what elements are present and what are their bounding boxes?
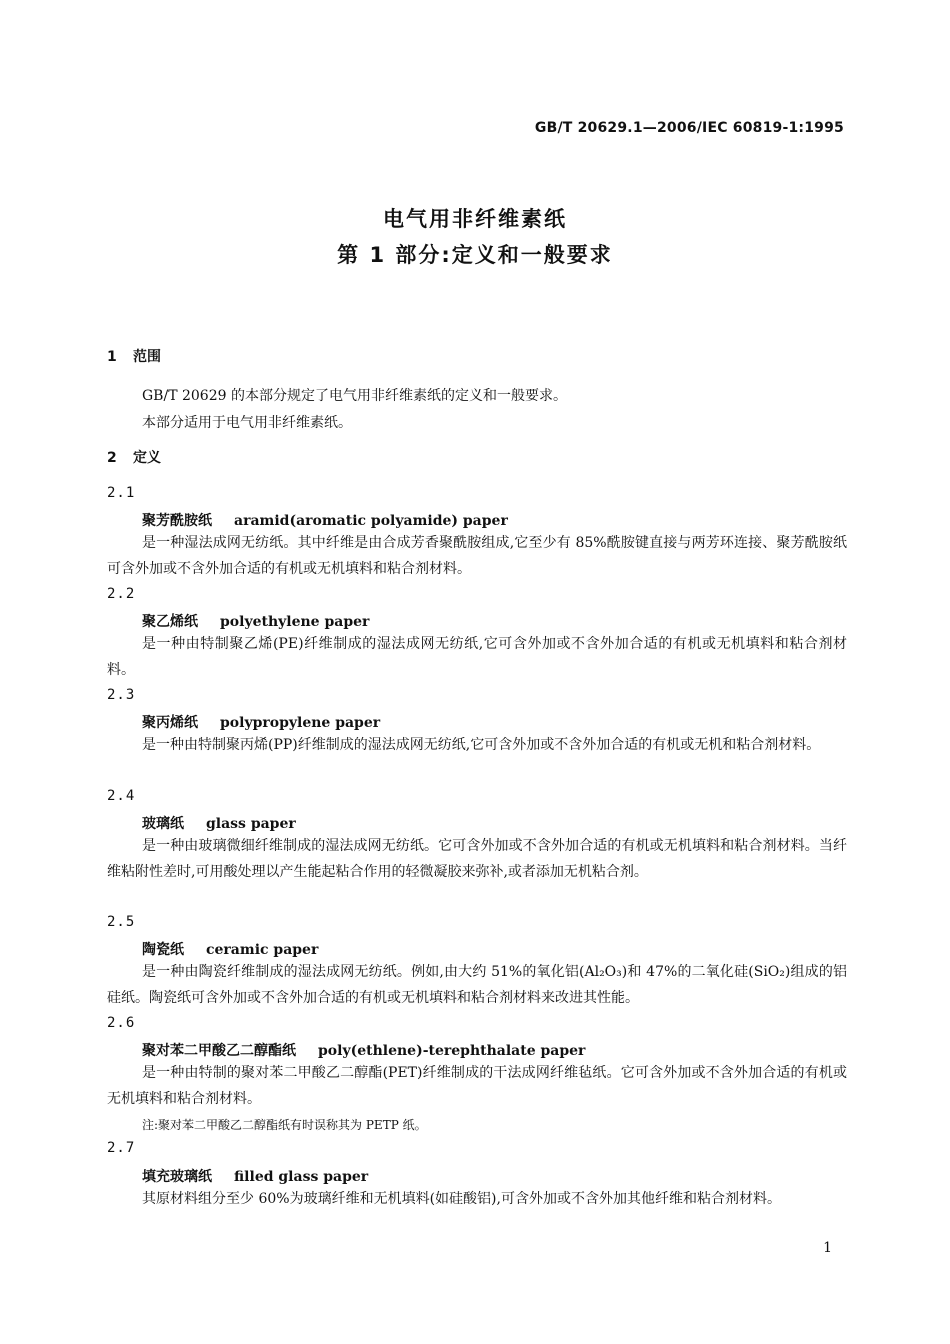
term [142,813,296,833]
section-title: 定义 [133,450,161,466]
document-title: 电气用非纤维素纸 [383,207,567,231]
term [142,1040,585,1060]
section-number: 1 [107,349,117,365]
term-zh: 填充玻璃纸 [142,1169,212,1185]
term [142,939,318,959]
page-number: 1 [823,1240,832,1256]
section-number: 2 [107,450,117,466]
definition-text: 是一种由特制聚丙烯(PP)纤维制成的湿法成网无纺纸,它可含外加或不含外加合适的有机或无机和粘合剂材料。 [142,737,821,753]
section-title: 范围 [133,349,161,365]
definition-text: 是一种湿法成网无纺纸。其中纤维是由合成芳香聚酰胺组成,它至少有 85%酰胺键直接与两芳环连接、聚芳酰胺纸可含外加或不含外加合适的有机或无机填料和粘合剂材料。 [107,535,847,577]
term-zh: 玻璃纸 [142,816,184,832]
term-zh: 聚芳酰胺纸 [142,513,212,529]
term-zh: 陶瓷纸 [142,942,184,958]
definition-text: 是一种由特制聚乙烯(PE)纤维制成的湿法成网无纺纸,它可含外加或不含外加合适的有机或无机填料和粘合剂材料。 [107,636,847,678]
definition-text: 是一种由特制的聚对苯二甲酸乙二醇酯(PET)纤维制成的干法成网纤维毡纸。它可含外加或不含外加合适的有机或无机填料和粘合剂材料。 [107,1065,847,1107]
note-text: 注:聚对苯二甲酸乙二醇酯纸有时误称其为 PETP 纸。 [142,1118,427,1132]
term-en: aramid(aromatic polyamide) paper [234,513,508,529]
clause-number: 2.6 [107,1015,136,1031]
clause-number: 2.2 [107,586,136,602]
scope-paragraph: GB/T 20629 的本部分规定了电气用非纤维素纸的定义和一般要求。 [142,388,567,404]
clause-number: 2.4 [107,788,136,804]
clause-number: 2.3 [107,687,136,703]
term-en: poly(ethlene)-terephthalate paper [318,1043,586,1059]
term-zh: 聚丙烯纸 [142,715,198,731]
clause-number: 2.7 [107,1140,136,1156]
standard-code: GB/T 20629.1—2006/IEC 60819-1:1995 [534,120,844,136]
term-en: polypropylene paper [220,715,381,731]
section-heading-definitions [107,447,161,467]
term [142,611,369,631]
term-en: filled glass paper [234,1169,369,1185]
term-en: ceramic paper [206,942,319,958]
term-en: glass paper [206,816,296,832]
term-en: polyethylene paper [220,614,370,630]
term-zh: 聚乙烯纸 [142,614,198,630]
definition-text: 是一种由玻璃微细纤维制成的湿法成网无纺纸。它可含外加或不含外加合适的有机或无机填料和粘合剂材料。当纤维粘附性差时,可用酸处理以产生能起粘合作用的轻微凝胶来弥补,或者添加无机粘合剂。 [107,838,847,880]
definition-text: 是一种由陶瓷纤维制成的湿法成网无纺纸。例如,由大约 51%的氧化铝(Al₂O₃)和 47%的二氧化硅(SiO₂)组成的铝硅纸。陶瓷纸可含外加或不含外加合适的有机或无机填料和粘合剂材料来改进其性能。 [107,964,847,1006]
clause-number: 2.5 [107,914,136,930]
scope-paragraph: 本部分适用于电气用非纤维素纸。 [142,415,352,431]
term [142,510,508,530]
definition-text: 其原材料组分至少 60%为玻璃纤维和无机填料(如硅酸铝),可含外加或不含外加其他纤维和粘合剂材料。 [142,1191,781,1207]
clause-number: 2.1 [107,485,136,501]
term-zh: 聚对苯二甲酸乙二醇酯纸 [142,1043,296,1059]
section-heading-scope [107,346,161,366]
term [142,712,380,732]
term [142,1166,368,1186]
document-subtitle: 第 1 部分:定义和一般要求 [337,243,613,267]
